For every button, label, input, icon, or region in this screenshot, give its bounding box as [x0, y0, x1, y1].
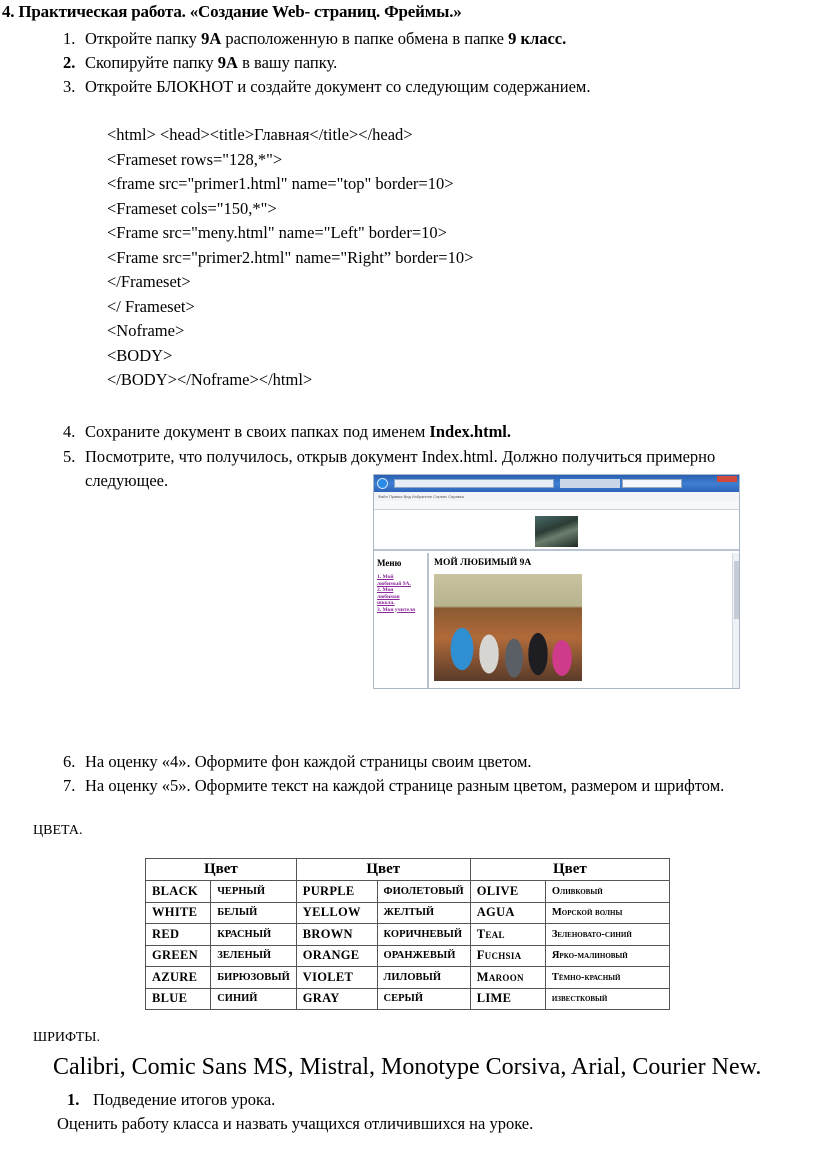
frame-left [374, 553, 429, 688]
code-line: <Frame src="meny.html" name="Left" border=10> [107, 223, 447, 242]
menu-link: 2. Моя [377, 587, 394, 593]
code-line: <frame src="primer1.html" name="top" border=10> [107, 174, 454, 193]
menu-heading: Меню [377, 558, 402, 568]
menu-link: 1. Мой [377, 574, 394, 580]
fonts-label: ШРИФТЫ. [33, 1030, 100, 1045]
favorites-bar [374, 501, 739, 510]
code-line: </ Frameset> [107, 297, 195, 316]
browser-titlebar [374, 475, 739, 492]
step-4: 4. Сохраните документ в своих папках под именем Index.html. [63, 422, 512, 441]
column-header: Цвет [470, 859, 669, 881]
page-title: 4. Практическая работа. «Создание Web- страниц. Фреймы.» [2, 2, 462, 21]
browser-tab-inactive [560, 479, 620, 488]
menu-link: любимый 9А. [377, 580, 411, 587]
browser-tab-active [622, 479, 682, 488]
step-5-continued: следующее. [85, 471, 169, 490]
step-1: 1. Откройте папку 9А расположенную в папке обмена в папке 9 класс. [63, 29, 567, 48]
code-line: </Frameset> [107, 272, 191, 291]
table-row: WHITE БЕЛЫЙ YELLOW ЖЕЛТЫЙ AGUA Морской волны [146, 902, 670, 924]
right-frame-heading: МОЙ ЛЮБИМЫЙ 9А [434, 558, 532, 568]
table-row: AZURE БИРЮЗОВЫЙ VIOLET ЛИЛОВЫЙ Maroon Тёмно-красный [146, 967, 670, 989]
browser-preview-screenshot [373, 474, 740, 689]
summary-step: 1. Подведение итогов урока. [67, 1090, 276, 1109]
table-row: RED КРАСНЫЙ BROWN КОРИЧНЕВЫЙ Teal Зеленовато-синий [146, 924, 670, 946]
frame-top [374, 510, 739, 551]
code-line: <Noframe> [107, 321, 185, 340]
window-close-icon [717, 476, 737, 482]
colors-label: ЦВЕТА. [33, 823, 83, 838]
code-line: </BODY></Noframe></html> [107, 370, 313, 389]
colors-table [145, 858, 670, 1010]
back-arrow-icon [377, 478, 388, 489]
menu-link: любимая [377, 593, 400, 600]
column-header: Цвет [296, 859, 470, 881]
step-6: 6. На оценку «4». Оформите фон каждой страницы своим цветом. [63, 752, 532, 771]
top-frame-image [535, 516, 578, 547]
code-line: <Frame src="primer2.html" name="Right” border=10> [107, 248, 474, 267]
table-row: GREEN ЗЕЛЕНЫЙ ORANGE ОРАНЖЕВЫЙ Fuchsia Ярко-малиновый [146, 945, 670, 967]
closing-text: Оценить работу класса и назвать учащихся отличившихся на уроке. [57, 1114, 534, 1133]
table-header-row [146, 859, 670, 881]
code-line: <BODY> [107, 346, 173, 365]
frame-right [431, 553, 731, 688]
address-bar [394, 479, 554, 488]
fonts-list: Calibri, Comic Sans MS, Mistral, Monotype Corsiva, Arial, Courier New. [53, 1054, 762, 1080]
code-line: <Frameset rows="128,*"> [107, 150, 283, 169]
table-row: BLACK ЧЕРНЫЙ PURPLE ФИОЛЕТОВЫЙ OLIVE Оливковый [146, 881, 670, 903]
code-line: <html> <head><title>Главная</title></head> [107, 125, 413, 144]
step-7: 7. На оценку «5». Оформите текст на каждой странице разным цветом, размером и шрифтом. [63, 776, 725, 795]
step-2: 2. Скопируйте папку 9А в вашу папку. [63, 53, 338, 72]
menu-link: школа. [377, 600, 395, 606]
class-photo [434, 574, 582, 681]
table-row: BLUE СИНИЙ GRAY СЕРЫЙ LIME известковый [146, 988, 670, 1010]
step-5: 5. Посмотрите, что получилось, открыв документ Index.html. Должно получиться примерно [63, 447, 716, 466]
menu-link: 3. Мои учителя [377, 606, 416, 613]
code-line: <Frameset cols="150,*"> [107, 199, 277, 218]
step-3: 3. Откройте БЛОКНОТ и создайте документ со следующим содержанием. [63, 77, 591, 96]
column-header: Цвет [146, 859, 297, 881]
scrollbar [732, 553, 739, 688]
browser-menubar: Файл Правка Вид Избранное Сервис Справка [374, 492, 739, 501]
scrollbar-thumb [734, 561, 739, 619]
